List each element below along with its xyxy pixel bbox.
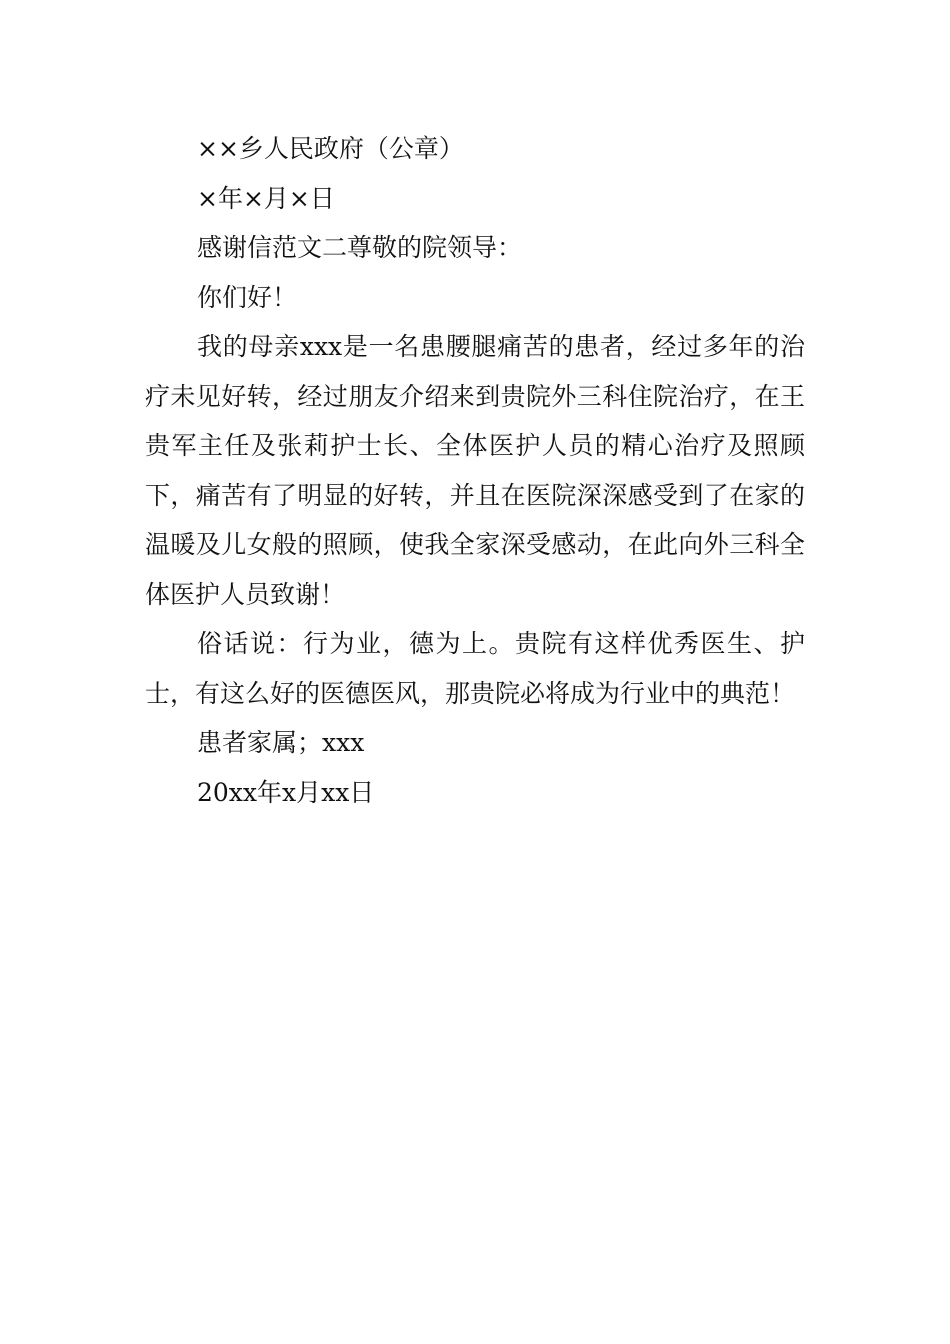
document-body — [145, 124, 805, 817]
body-paragraph-1: 我的母亲xxx是一名患腰腿痛苦的患者，经过多年的治疗未见好转，经过朋友介绍来到贵院外三科住院治疗，在王贵军主任及张莉护士长、全体医护人员的精心治疗及照顾下，痛苦有了明显的好转，并且在医院深深感受到了在家的温暖及儿女般的照顾，使我全家深受感动，在此向外三科全体医护人员致谢！ — [145, 332, 805, 609]
signature: 患者家属；xxx — [197, 728, 365, 757]
greeting: 你们好！ — [197, 282, 298, 312]
letter-heading: 感谢信范文二尊敬的院领导： — [197, 233, 523, 262]
body-paragraph-2: 俗话说：行为业，德为上。贵院有这样优秀医生、护士，有这么好的医德医风，那贵院必将成为行业中的典范！ — [145, 629, 805, 708]
issuer-date-line: ×年×月×日 — [197, 183, 335, 213]
issuer-seal-line: ××乡人民政府（公章） — [197, 134, 464, 163]
signature-date: 20xx年x月xx日 — [197, 777, 375, 807]
